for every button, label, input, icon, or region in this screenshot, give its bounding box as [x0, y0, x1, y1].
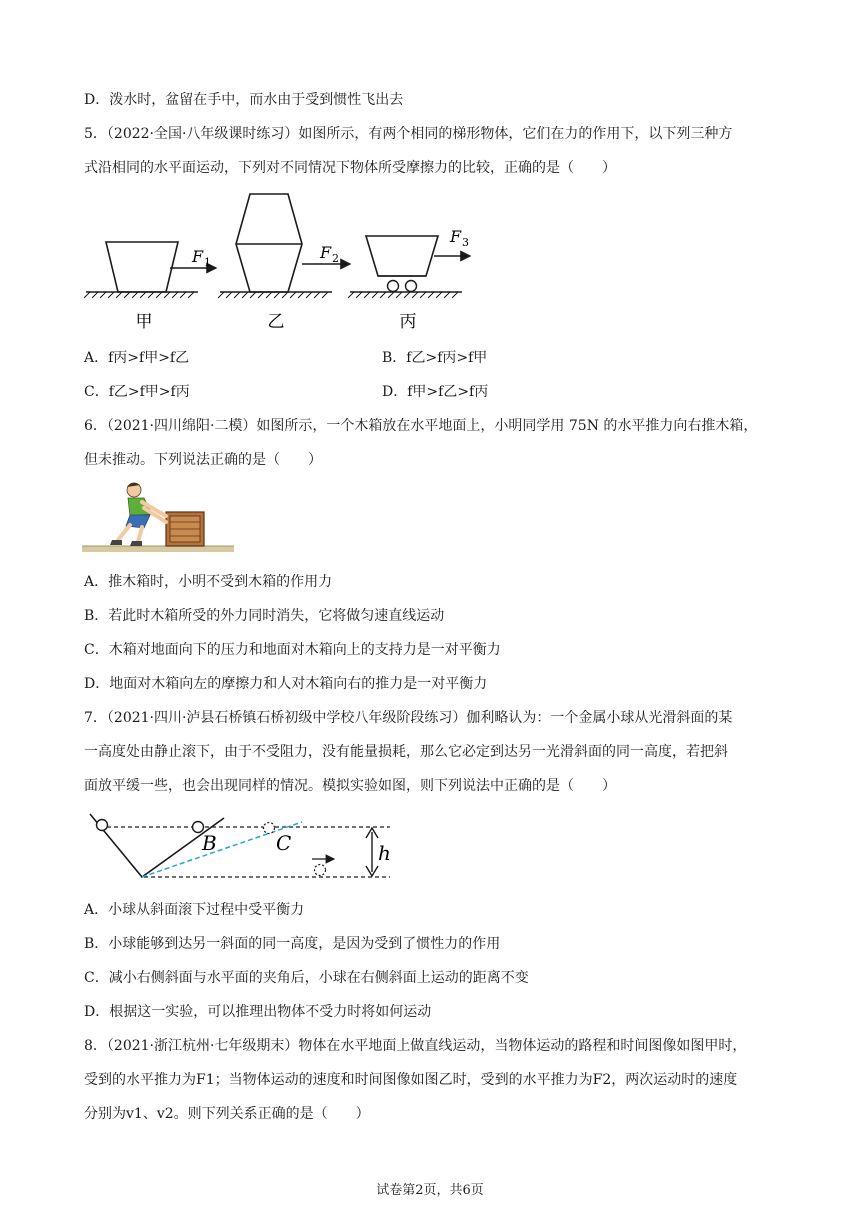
q6-stem-line1: 6．（2021·四川绵阳·二模）如图所示，一个木箱放在水平地面上，小明同学用 75N 的水平推力向右推木箱， — [84, 418, 758, 434]
q7-stem-line1: 7．（2021·四川·泸县石桥镇石桥初级中学校八年级阶段练习）伽利略认为：一个金属小球从光滑斜面的某 — [84, 710, 733, 726]
q5-option-a: A．f丙>f甲>f乙 — [84, 350, 190, 366]
page-footer: 试卷第2页，共6页 — [376, 1183, 484, 1198]
q4-option-d: D．泼水时，盆留在手中，而水由于受到惯性飞出去 — [84, 92, 404, 108]
q6-stem-line2: 但未推动。下列说法正确的是（ ） — [84, 452, 322, 468]
q6-option-b: B．若此时木箱所受的外力同时消失，它将做匀速直线运动 — [84, 608, 445, 624]
q5-f1-subscript: 1 — [204, 256, 211, 269]
q5-stem-line1: 5．（2022·全国·八年级课时练习）如图所示，有两个相同的梯形物体，它们在力的作用下，以下列三种方 — [84, 126, 733, 142]
q5-case-jia — [84, 242, 216, 332]
q5-f2-label: F — [320, 243, 332, 262]
q7-label-c: C — [276, 831, 292, 855]
q7-label-b: B — [202, 831, 217, 855]
q5-option-b: B．f乙>f丙>f甲 — [382, 350, 488, 366]
q7-option-c: C．减小右侧斜面与水平面的夹角后，小球在右侧斜面上运动的距离不变 — [84, 970, 529, 986]
q7-stem-line3: 面放平缓一些，也会出现同样的情况。模拟实验如图，则下列说法中正确的是（ ） — [84, 778, 616, 794]
q7-label-h: h — [378, 841, 391, 865]
q5-label-jia: 甲 — [135, 312, 153, 332]
q5-option-d: D．f甲>f乙>f丙 — [382, 384, 489, 400]
q8-stem-line1: 8．（2021·浙江杭州·七年级期末）物体在水平地面上做直线运动，当物体运动的路程和时间图像如图甲时， — [84, 1038, 747, 1054]
q5-label-yi: 乙 — [267, 312, 285, 332]
q7-option-b: B．小球能够到达另一斜面的同一高度，是因为受到了惯性力的作用 — [84, 936, 501, 952]
q5-f3-subscript: 3 — [462, 236, 469, 249]
q5-case-yi — [218, 194, 350, 332]
q5-option-c: C．f乙>f甲>f丙 — [84, 384, 190, 400]
q5-label-bing: 丙 — [399, 312, 417, 332]
q7-galileo-incline-figure — [84, 810, 400, 888]
q5-f1-label: F — [192, 247, 204, 266]
q5-trapezoid-figure — [80, 186, 480, 336]
q6-option-c: C．木箱对地面向下的压力和地面对木箱向上的支持力是一对平衡力 — [84, 642, 501, 658]
q6-option-a: A．推木箱时，小明不受到木箱的作用力 — [84, 574, 333, 590]
q7-stem-line2: 一高度处由静止滚下，由于不受阻力，没有能量损耗，那么它必定到达另一光滑斜面的同一高度，若把斜 — [84, 744, 728, 760]
q5-stem-line2: 式沿相同的水平面运动，下列对不同情况下物体所受摩擦力的比较，正确的是（ ） — [84, 160, 616, 176]
q5-f2-subscript: 2 — [332, 252, 339, 265]
q5-case-bing — [348, 227, 470, 332]
q8-stem-line3: 分别为v1、v2。则下列关系正确的是（ ） — [84, 1106, 370, 1122]
q6-person-pushing-box-figure — [82, 478, 236, 556]
q6-option-d: D．地面对木箱向左的摩擦力和人对木箱向右的推力是一对平衡力 — [84, 676, 488, 692]
q8-stem-line2: 受到的水平推力为F1；当物体运动的速度和时间图像如图乙时，受到的水平推力为F2，两次运动时的速度 — [84, 1072, 738, 1088]
q7-option-a: A．小球从斜面滚下过程中受平衡力 — [84, 902, 305, 918]
q5-f3-label: F — [450, 227, 462, 246]
q7-option-d: D．根据这一实验，可以推理出物体不受力时将如何运动 — [84, 1004, 432, 1020]
